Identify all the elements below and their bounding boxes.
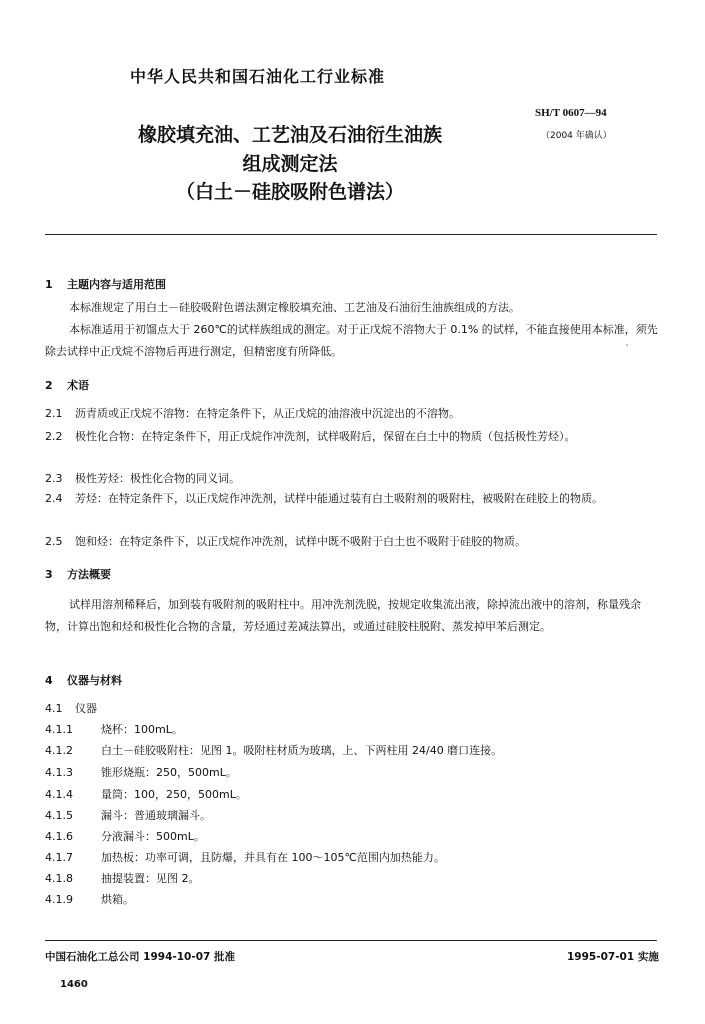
item-number: 4.1.3 bbox=[45, 766, 73, 779]
term-number: 2.5 bbox=[45, 535, 63, 548]
instrument-item bbox=[45, 870, 200, 886]
item-number: 4.1.9 bbox=[45, 893, 73, 906]
term-number: 2.2 bbox=[45, 430, 63, 443]
term-text: 饱和烃：在特定条件下，以正戊烷作冲洗剂，试样中既不吸附于白土也不吸附于硅胶的物质。 bbox=[75, 535, 526, 548]
term-2-2 bbox=[45, 426, 690, 448]
item-number: 4.1.5 bbox=[45, 809, 73, 822]
item-number: 4.1.2 bbox=[45, 744, 73, 757]
instrument-item bbox=[45, 828, 205, 844]
section-1-heading bbox=[45, 276, 166, 292]
subsection-number: 4.1 bbox=[45, 702, 63, 715]
instrument-item bbox=[45, 764, 237, 780]
header-rule bbox=[45, 234, 657, 235]
item-text: 加热板：功率可调，且防爆，并具有在 100～105℃范围内加热能力。 bbox=[101, 851, 445, 864]
instrument-item bbox=[45, 807, 211, 823]
issuer-approval: 中国石油化工总公司 1994-10-07 批准 bbox=[45, 951, 235, 963]
term-2-4 bbox=[45, 488, 690, 510]
term-2-5 bbox=[45, 533, 526, 549]
subsection-4-1 bbox=[45, 700, 97, 716]
instrument-item bbox=[45, 849, 445, 865]
section-4-heading bbox=[45, 672, 122, 688]
instrument-item bbox=[45, 786, 247, 802]
section-number: 3 bbox=[45, 568, 53, 581]
standard-code: SH/T 0607—94 bbox=[535, 107, 607, 119]
item-number: 4.1.1 bbox=[45, 723, 73, 736]
section-title: 仪器与材料 bbox=[67, 674, 122, 687]
page-number: 1460 bbox=[60, 979, 88, 990]
term-number: 2.4 bbox=[45, 492, 63, 505]
section-number: 4 bbox=[45, 674, 53, 687]
term-2-3 bbox=[45, 470, 240, 486]
instrument-item bbox=[45, 742, 502, 758]
item-text: 烧杯：100mL。 bbox=[101, 723, 183, 736]
term-text: 极性化合物：在特定条件下，用正戊烷作冲洗剂，试样吸附后，保留在白土中的物质（包括极性芳烃）。 bbox=[75, 430, 576, 443]
item-number: 4.1.7 bbox=[45, 851, 73, 864]
section-title: 主题内容与适用范围 bbox=[67, 278, 166, 291]
item-number: 4.1.4 bbox=[45, 788, 73, 801]
section-3-paragraph: 试样用溶剂稀释后，加到装有吸附剂的吸附柱中。用冲洗剂洗脱，按规定收集流出液，除掉流出液中的溶剂，称量残余物，计算出饱和烃和极性化合物的含量，芳烃通过差减法算出，或通过硅胶柱脱附、蒸发掉甲苯后测定。 bbox=[45, 598, 641, 633]
subsection-title: 仪器 bbox=[75, 702, 97, 715]
item-text: 白土－硅胶吸附柱：见图 1。吸附柱材质为玻璃，上、下两柱用 24/40 磨口连接。 bbox=[101, 744, 503, 757]
section-number: 2 bbox=[45, 379, 53, 392]
document-title-line-3: （白土－硅胶吸附色谱法） bbox=[175, 181, 404, 203]
item-text: 锥形烧瓶：250，500mL。 bbox=[101, 766, 237, 779]
term-text: 沥青质或正戊烷不溶物：在特定条件下，从正戊烷的油溶液中沉淀出的不溶物。 bbox=[75, 407, 460, 420]
section-title: 方法概要 bbox=[67, 568, 111, 581]
term-number: 2.3 bbox=[45, 472, 63, 485]
footer-rule bbox=[45, 940, 657, 941]
section-title: 术语 bbox=[67, 379, 89, 392]
document-title-line-2: 组成测定法 bbox=[242, 153, 338, 175]
section-2-heading bbox=[45, 377, 89, 393]
item-text: 烘箱。 bbox=[101, 893, 134, 906]
item-number: 4.1.6 bbox=[45, 830, 73, 843]
confirmation-note: （2004 年确认） bbox=[541, 131, 612, 141]
instrument-item bbox=[45, 891, 134, 907]
term-2-1 bbox=[45, 405, 460, 421]
industry-standard-heading: 中华人民共和国石油化工行业标准 bbox=[130, 67, 386, 86]
section-number: 1 bbox=[45, 278, 53, 291]
effective-date: 1995-07-01 实施 bbox=[567, 951, 659, 963]
item-text: 分液漏斗：500mL。 bbox=[101, 830, 205, 843]
item-text: 量筒：100，250，500mL。 bbox=[101, 788, 247, 801]
item-text: 抽提装置：见图 2。 bbox=[101, 872, 200, 885]
instrument-item bbox=[45, 721, 183, 737]
section-1-paragraph-1: 本标准规定了用白土－硅胶吸附色谱法测定橡胶填充油、工艺油及石油衍生油族组成的方法。 bbox=[69, 301, 520, 314]
term-text: 芳烃：在特定条件下，以正戊烷作冲洗剂，试样中能通过装有白土吸附剂的吸附柱，被吸附在硅胶上的物质。 bbox=[75, 492, 603, 505]
item-number: 4.1.8 bbox=[45, 872, 73, 885]
item-text: 漏斗：普通玻璃漏斗。 bbox=[101, 809, 211, 822]
stray-mark: ' bbox=[626, 343, 629, 352]
section-3-heading bbox=[45, 566, 111, 582]
term-text: 极性芳烃：极性化合物的同义词。 bbox=[75, 472, 240, 485]
document-title-line-1: 橡胶填充油、工艺油及石油衍生油族 bbox=[137, 124, 442, 146]
term-number: 2.1 bbox=[45, 407, 63, 420]
section-1-paragraph-2: 本标准适用于初馏点大于 260℃的试样族组成的测定。对于正戊烷不溶物大于 0.1% 的试样，不能直接使用本标准，须先除去试样中正戊烷不溶物后再进行测定，但精密度有所降低。 bbox=[45, 323, 658, 358]
